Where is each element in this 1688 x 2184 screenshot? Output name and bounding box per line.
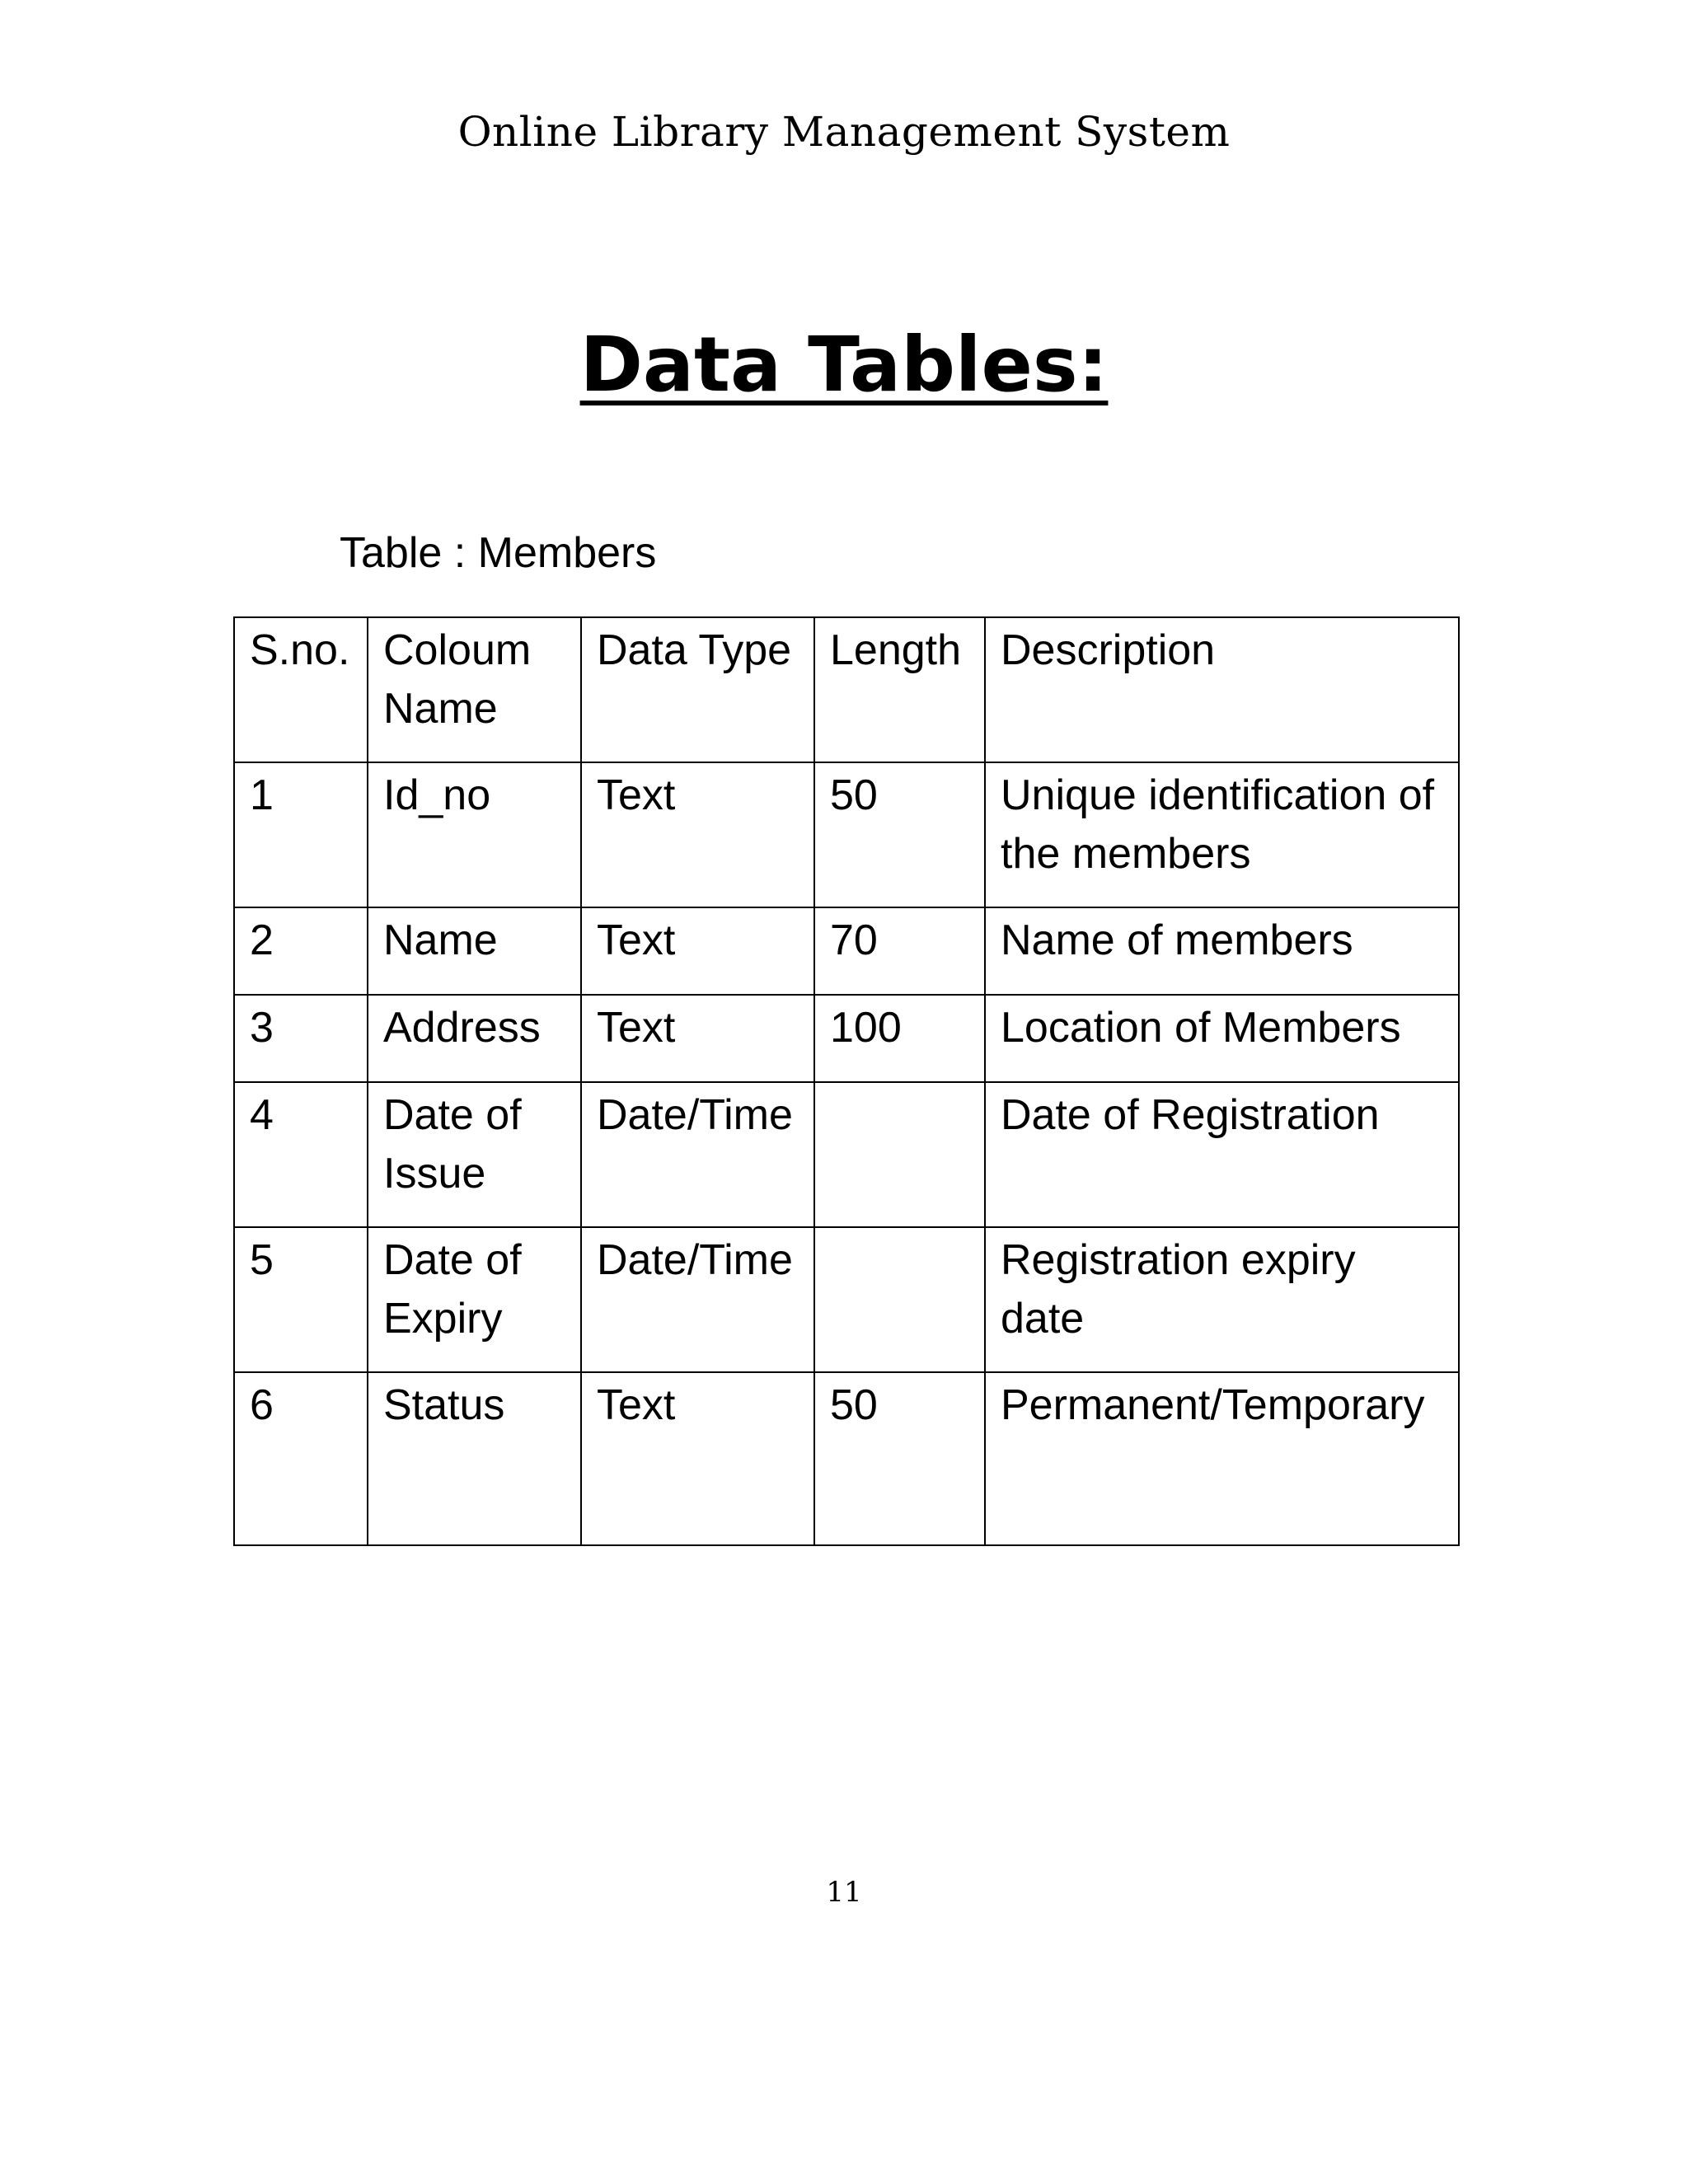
cell-sno: 1: [234, 762, 368, 907]
cell-data-type: Text: [581, 995, 814, 1082]
table-row: [234, 995, 1459, 1082]
cell-length: 100: [814, 995, 985, 1082]
cell-column-name: Status: [368, 1372, 581, 1545]
cell-data-type: Text: [581, 907, 814, 995]
cell-description: Registration expiry date: [985, 1227, 1459, 1372]
cell-length: [814, 1082, 985, 1227]
cell-sno: 2: [234, 907, 368, 995]
table-caption: Table : Members: [340, 529, 657, 577]
cell-column-name: Name: [368, 907, 581, 995]
cell-sno: 5: [234, 1227, 368, 1372]
cell-length: [814, 1227, 985, 1372]
cell-description: Date of Registration: [985, 1082, 1459, 1227]
table-row: [234, 762, 1459, 907]
table-row: [234, 1227, 1459, 1372]
page-number: 11: [826, 1876, 862, 1909]
table-row: [234, 907, 1459, 995]
section-title: Data Tables:: [579, 321, 1109, 409]
table-row: [234, 1372, 1459, 1545]
header-cell-column-name: Coloum Name: [368, 617, 581, 762]
header-cell-length: Length: [814, 617, 985, 762]
cell-sno: 6: [234, 1372, 368, 1545]
members-table: [233, 616, 1460, 1546]
header-cell-data-type: Data Type: [581, 617, 814, 762]
cell-length: 50: [814, 1372, 985, 1545]
cell-sno: 4: [234, 1082, 368, 1227]
header-cell-sno: S.no.: [234, 617, 368, 762]
cell-description: Permanent/Temporary: [985, 1372, 1459, 1545]
cell-length: 70: [814, 907, 985, 995]
cell-length: 50: [814, 762, 985, 907]
cell-data-type: Date/Time: [581, 1227, 814, 1372]
header-cell-description: Description: [985, 617, 1459, 762]
cell-description: Unique identification of the members: [985, 762, 1459, 907]
cell-sno: 3: [234, 995, 368, 1082]
table-header-row: [234, 617, 1459, 762]
table-row: [234, 1082, 1459, 1227]
cell-data-type: Text: [581, 762, 814, 907]
cell-data-type: Text: [581, 1372, 814, 1545]
cell-column-name: Date of Expiry: [368, 1227, 581, 1372]
running-header: Online Library Management System: [457, 108, 1231, 156]
cell-column-name: Address: [368, 995, 581, 1082]
cell-data-type: Date/Time: [581, 1082, 814, 1227]
section-title-container: [0, 320, 1688, 410]
cell-description: Name of members: [985, 907, 1459, 995]
cell-column-name: Id_no: [368, 762, 581, 907]
cell-description: Location of Members: [985, 995, 1459, 1082]
cell-column-name: Date of Issue: [368, 1082, 581, 1227]
